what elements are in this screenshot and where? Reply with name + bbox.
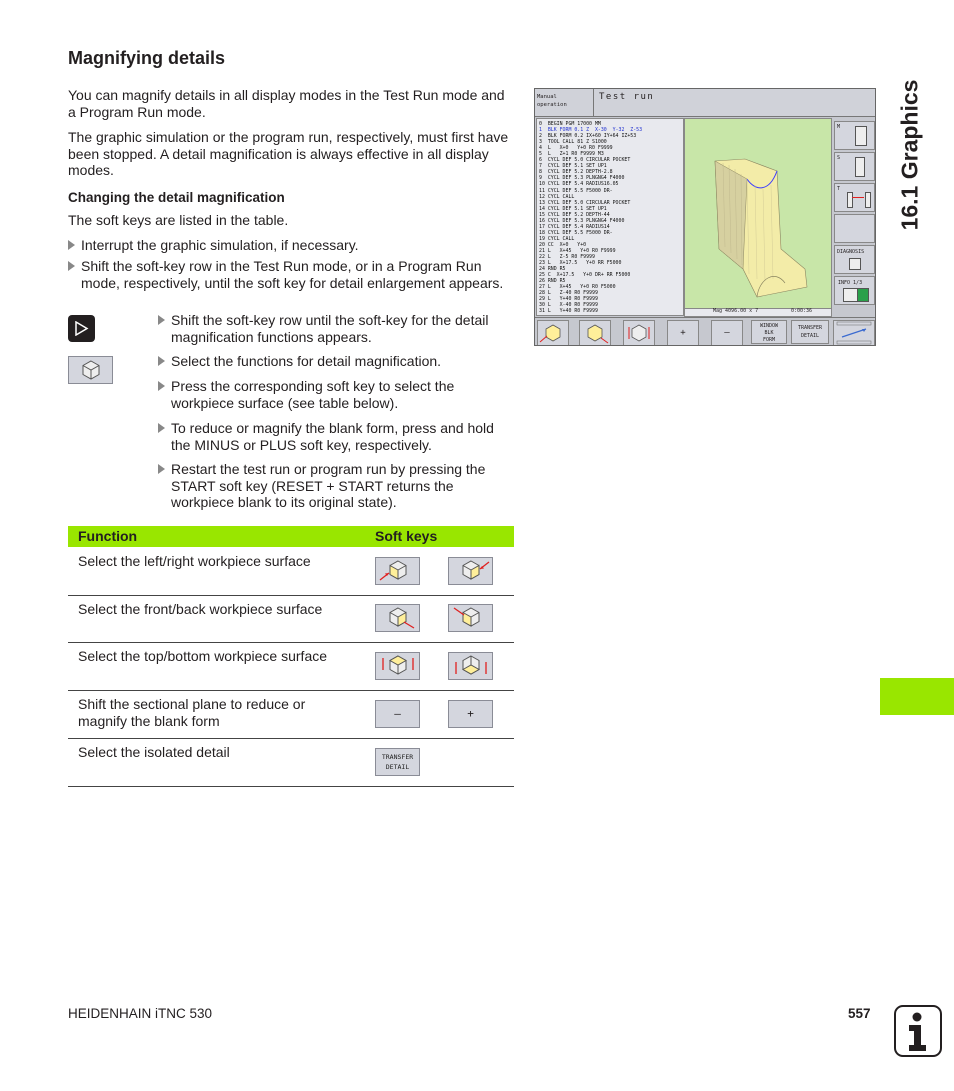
right-surface-softkey — [448, 557, 493, 585]
program-line: 8 CYCL DEF 5.2 DEPTH-2.8 — [539, 169, 613, 176]
program-line: 18 CYCL DEF 5.5 F5000 DR- — [539, 229, 613, 236]
function-cell: Select the left/right workpiece surface — [78, 553, 311, 569]
program-line: 21 L X+45 Y+0 R0 F9999 — [539, 247, 616, 254]
minus-softkey: – — [375, 700, 420, 728]
program-line: 27 L X+45 Y+0 R0 F5000 — [539, 284, 616, 291]
arrow-bullet-icon — [68, 240, 75, 250]
softkey-minus: – — [711, 320, 743, 346]
step-item: Press the corresponding soft key to select the workpiece surface (see table below). — [158, 378, 514, 411]
step-item: Select the functions for detail magnification. — [158, 353, 514, 370]
softkey-front-surface — [579, 320, 611, 346]
program-line: 25 C X+17.5 Y+0 DR+ RR F5000 — [539, 272, 631, 279]
program-line: 9 CYCL DEF 5.3 PLNGNG4 F4000 — [539, 175, 625, 182]
program-line: 24 RND R5 — [539, 266, 566, 273]
table-row — [68, 547, 514, 596]
back-surface-softkey — [448, 604, 493, 632]
function-cell: Select the isolated detail — [78, 744, 230, 760]
program-line: 4 L X+0 Y+0 R0 F9999 — [539, 145, 613, 152]
softkey-top-surface — [623, 320, 655, 346]
softkey-row-indicator — [833, 320, 875, 346]
program-line: 30 L X-40 R0 F9999 — [539, 302, 598, 309]
step-item: Shift the soft-key row in the Test Run mode, or in a Program Run mode, respectively, until the soft key for detail enlargement appears. — [68, 258, 514, 291]
program-line: 12 CYCL CALL — [539, 193, 575, 200]
table-row — [68, 595, 514, 643]
section-heading: Magnifying details — [68, 48, 226, 68]
function-cell: Select the top/bottom workpiece surface — [78, 648, 328, 664]
status-line: Mag 4096.00 x 7 0:00:36 — [684, 308, 832, 317]
intro-paragraph-1: You can magnify details in all display modes in the Test Run mode and a Program Run mode. — [68, 87, 505, 120]
program-line: 20 CC X+0 Y+0 — [539, 241, 587, 248]
program-listing — [536, 118, 684, 316]
arrow-bullet-icon — [158, 315, 165, 325]
step-item: To reduce or magnify the blank form, press and hold the MINUS or PLUS soft key, respectively. — [158, 420, 514, 453]
softkey-transfer-detail: TRANSFER DETAIL — [791, 320, 829, 344]
program-line: 28 L Z-40 R0 F9999 — [539, 290, 598, 297]
info-icon — [894, 1005, 942, 1057]
program-line: 7 CYCL DEF 5.1 SET UP1 — [539, 163, 607, 170]
bottom-surface-softkey — [448, 652, 493, 680]
table-header — [68, 526, 514, 547]
program-line: 2 BLK FORM 0.2 IX+60 IY+64 IZ+53 — [539, 133, 637, 140]
transfer-detail-softkey: TRANSFER DETAIL — [375, 748, 420, 776]
program-line: 10 CYCL DEF 5.4 RADIUS16.05 — [539, 181, 619, 188]
info-softkey: INFO 1/3 — [834, 276, 875, 305]
program-line: 17 CYCL DEF 5.4 RADIUS14 — [539, 223, 610, 230]
arrow-bullet-icon — [158, 423, 165, 433]
function-cell: Select the front/back workpiece surface — [78, 601, 323, 617]
program-line: 6 CYCL DEF 5.0 CIRCULAR POCKET — [539, 157, 631, 164]
arrow-bullet-icon — [158, 381, 165, 391]
table-row — [68, 642, 514, 691]
m-softkey: M — [834, 121, 875, 150]
softkey-left-surface — [537, 320, 569, 346]
arrow-bullet-icon — [158, 356, 165, 366]
program-line: 19 CYCL CALL — [539, 235, 575, 242]
table-row — [68, 738, 514, 787]
program-line: 26 RND R5 — [539, 278, 566, 285]
plus-softkey: + — [448, 700, 493, 728]
program-line: 0 BEGIN PGM 17000 MM — [539, 121, 601, 127]
program-line: 5 L Z+1 R0 F9999 M3 — [539, 151, 604, 158]
step-item: Shift the soft-key row until the soft-key for the detail magnification functions appears. — [158, 312, 514, 345]
program-line: 22 L Z-5 R0 F9999 — [539, 254, 595, 261]
program-line: 11 CYCL DEF 5.5 F5000 DR- — [539, 187, 613, 194]
program-line: 31 L Y+40 R0 F9999 — [539, 308, 598, 315]
page-number: 557 — [848, 1006, 871, 1021]
program-line: 3 TOOL CALL 81 Z S1000 — [539, 139, 607, 146]
program-line: 13 CYCL DEF 5.0 CIRCULAR POCKET — [539, 199, 631, 206]
table-row — [68, 690, 514, 739]
subheading: Changing the detail magnification — [68, 190, 285, 205]
horizontal-softkeys — [535, 317, 875, 346]
chapter-side-title: 16.1 Graphics — [896, 79, 923, 231]
arrow-bullet-icon — [68, 261, 75, 271]
diagnosis-softkey: DIAGNOSIS — [834, 245, 875, 274]
next-softkey-row-key-icon — [68, 315, 95, 342]
detail-magnification-softkey — [68, 356, 113, 384]
column-header-function: Function — [78, 528, 138, 544]
mode-title: Test run — [599, 92, 655, 102]
program-line: 1 BLK FORM 0.1 Z X-30 Y-32 Z-53 — [539, 127, 643, 134]
intro-paragraph-2: The graphic simulation or the program run, respectively, must first have been stopped. A detail magnification is always effective in all display modes. — [68, 129, 509, 178]
vertical-softkeys — [832, 118, 875, 314]
footer-product: HEIDENHAIN iTNC 530 — [68, 1006, 213, 1021]
top-surface-softkey — [375, 652, 420, 680]
left-surface-softkey — [375, 557, 420, 585]
column-header-softkeys: Soft keys — [375, 528, 438, 544]
blank-softkey — [834, 214, 875, 243]
mode-bar: Manual operation Test run — [535, 89, 875, 117]
front-surface-softkey — [375, 604, 420, 632]
chapter-tab-marker — [880, 678, 954, 715]
t-softkey: T — [834, 183, 875, 212]
step-item: Interrupt the graphic simulation, if necessary. — [68, 237, 514, 254]
tnc-screen-screenshot — [534, 88, 876, 346]
program-line: 23 L X+17.5 Y+0 RR F5000 — [539, 260, 622, 267]
s-softkey: S — [834, 152, 875, 181]
program-line: 29 L Y+40 R0 F9999 — [539, 296, 598, 303]
function-cell: Shift the sectional plane to reduce or magnify the blank form — [78, 696, 306, 729]
step-item: Restart the test run or program run by pressing the START soft key (RESET + START returns the workpiece blank to its original state). — [158, 461, 514, 511]
softkeys-note: The soft keys are listed in the table. — [68, 212, 289, 228]
program-line: 15 CYCL DEF 5.2 DEPTH-44 — [539, 211, 610, 218]
program-line: 14 CYCL DEF 5.1 SET UP1 — [539, 205, 607, 212]
program-line: 16 CYCL DEF 5.3 PLNGNG4 F4000 — [539, 217, 625, 224]
simulation-graphic — [684, 118, 832, 310]
arrow-bullet-icon — [158, 464, 165, 474]
softkey-plus: + — [667, 320, 699, 346]
softkey-window-blk-form: WINDOW BLK FORM — [751, 320, 787, 344]
